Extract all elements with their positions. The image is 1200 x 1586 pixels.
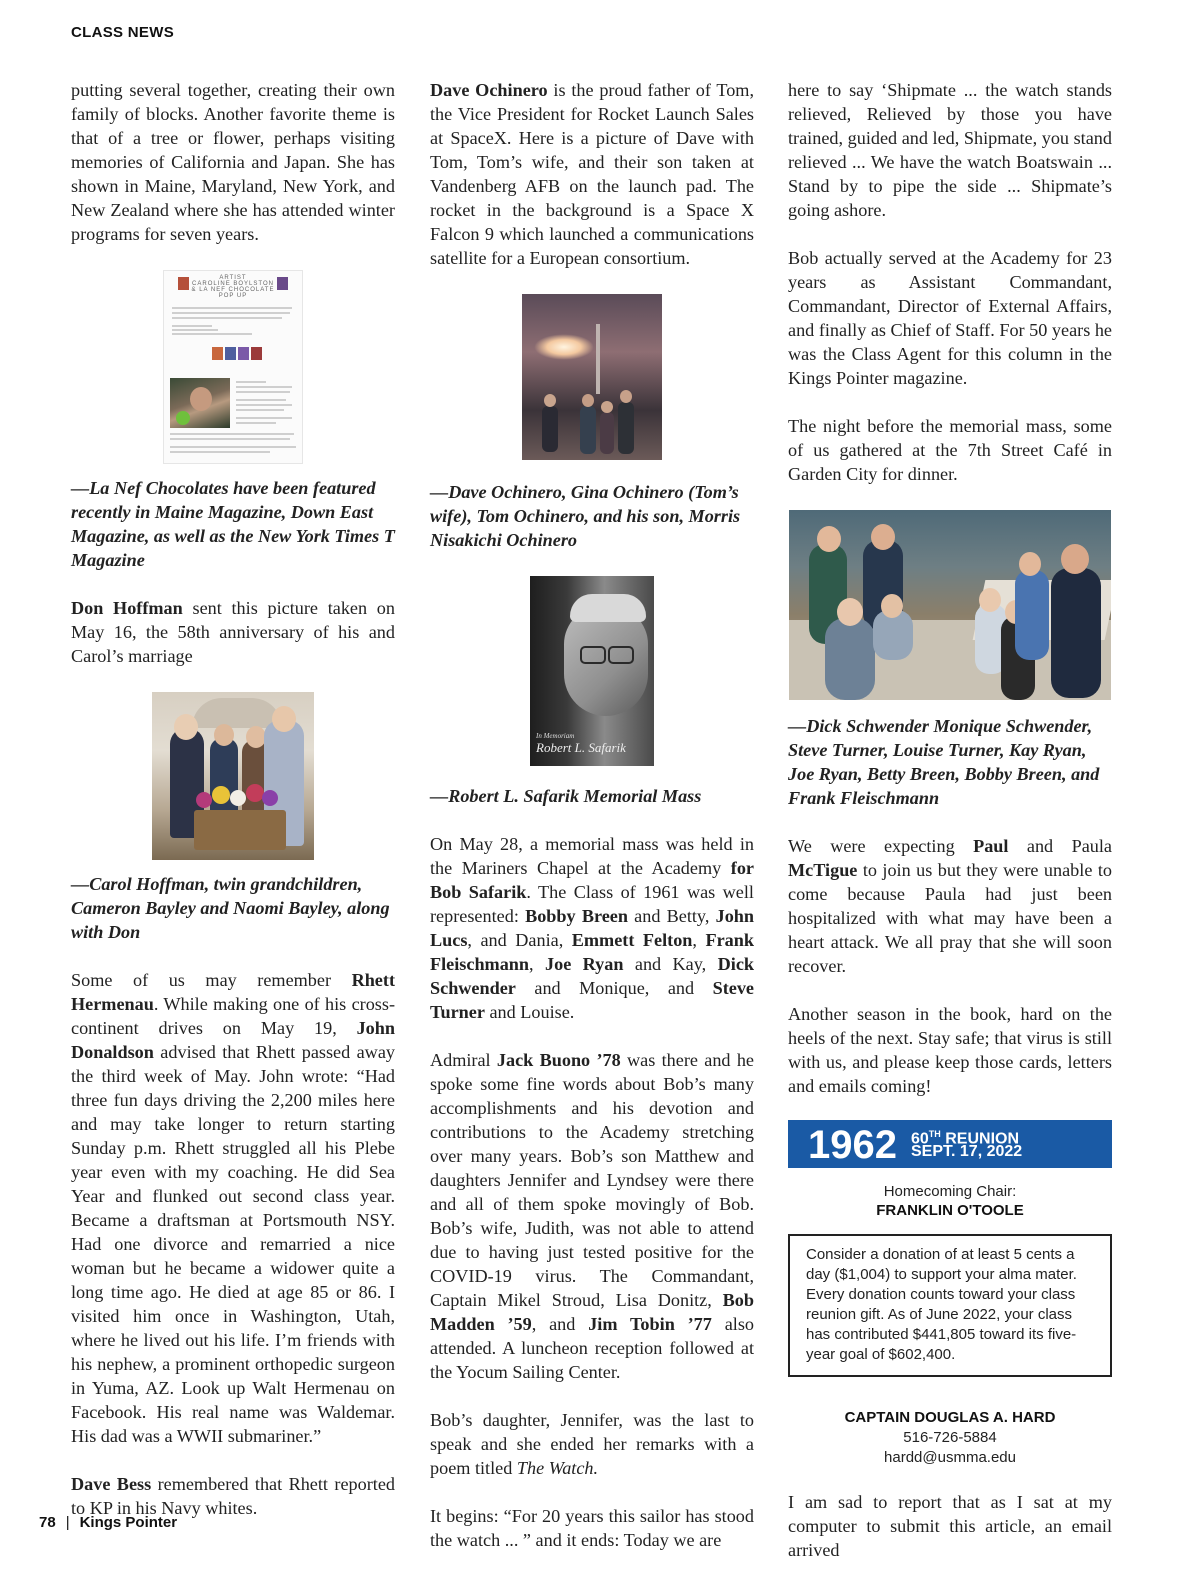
reunion-banner	[788, 1120, 1112, 1168]
page-footer	[39, 1514, 177, 1531]
column-2	[430, 78, 754, 1576]
person-name: McTigue	[788, 860, 858, 880]
photo-caption: —Dave Ochinero, Gina Ochinero (Tom’s wife), Tom Ochinero, and his son, Morris Nisakichi Ochinero	[430, 482, 741, 550]
reunion-date: SEPT. 17, 2022	[911, 1143, 1023, 1160]
flyer-heading-2: CAROLINE BOYLSTON	[192, 281, 274, 287]
paragraph: Bob’s daughter, Jennifer, was the last to speak and she ended her remarks with a poem titled The Watch.	[430, 1410, 754, 1478]
paragraph: Some of us may remember Rhett Hermenau. While making one of his cross-continent drives on May 19, John Donaldson advised that Rhett passed away the third week of May. John wrote: “Had three fun days driving the 2,200 miles here and may take longer to return starting Sunday p.m. Rhett struggled all his Plebe year even with my coaching. He did Sea Year and flunked out second class year. Became a draftsman at Portsmouth NSY. Had one divorce and remarried a nice woman but he became a widower quite a long time ago. He died at age 85 or 86. I visited him once in Washington, Utah, where he lived out his life. I’m friends with his nephew, a prominent orthopedic surgeon in Yuma, AZ. Look up Walt Hermenau on Facebook. His real name was Waldemar. His dad was a WWII submariner.”	[71, 970, 395, 1446]
person-name: for Bob Safarik	[430, 858, 754, 902]
person-name: Dick Schwender	[430, 954, 754, 998]
photo-caption: —Carol Hoffman, twin grandchildren, Cameron Bayley and Naomi Bayley, along with Don	[71, 874, 390, 942]
person-name: Rhett Hermenau	[71, 970, 395, 1014]
memorial-label: In Memoriam	[536, 732, 575, 740]
paragraph: I am sad to report that as I sat at my computer to submit this article, an email arrived	[788, 1492, 1112, 1560]
homecoming-chair-name: FRANKLIN O'TOOLE	[876, 1202, 1024, 1219]
paragraph: putting several together, creating their own family of blocks. Another favorite theme is that of a tree or flower, perhaps visiting memories of California and Japan. She has shown in Maine, Maryland, New York, and New Zealand where she has attended winter programs for seven years.	[71, 80, 395, 244]
homecoming-chair-label: Homecoming Chair:	[883, 1183, 1017, 1200]
paragraph: On May 28, a memorial mass was held in the Mariners Chapel at the Academy for Bob Safarik. The Class of 1961 was well represented: Bobby Breen and Betty, John Lucs, and Dania, Emmett Felton, Frank Fleischmann, Joe Ryan and Kay, Dick Schwender and Monique, and Steve Turner and Louise.	[430, 834, 755, 1022]
footer-separator: |	[65, 1514, 70, 1531]
person-name: Dave Bess	[71, 1474, 152, 1494]
launch-pad-photo	[522, 294, 662, 460]
paragraph: It begins: “For 20 years this sailor has stood the watch ... ” and it ends: Today we are	[430, 1506, 754, 1550]
person-name: Steve Turner	[430, 978, 754, 1022]
donation-box: Consider a donation of at least 5 cents a day ($1,004) to support your alma mater. Every donation counts toward your class reunion gift. As of June 2022, your class has contributed $441,805 toward its five-year goal of $602,400.	[788, 1234, 1112, 1377]
paragraph: Bob actually served at the Academy for 23 years as Assistant Commandant, Commandant, Director of External Affairs, and finally as Chief of Staff. For 50 years he was the Class Agent for this column in the Kings Pointer magazine.	[788, 248, 1112, 388]
person-name: Bob Madden ’59	[430, 1290, 754, 1334]
person-name: Bobby Breen	[525, 906, 628, 926]
person-name: Dave Ochinero	[430, 80, 548, 100]
person-name: Frank Fleischmann	[430, 930, 755, 974]
person-name: Paul	[973, 836, 1009, 856]
flyer-heading-3: & LA NEF CHOCOLATE	[191, 287, 275, 293]
person-name: John Donaldson	[71, 1018, 395, 1062]
artist-portrait	[170, 378, 230, 428]
person-name: Joe Ryan	[545, 954, 624, 974]
photo-caption: —La Nef Chocolates have been featured recently in Maine Magazine, Down East Magazine, as well as the New York Times T Magazine	[71, 478, 395, 570]
reunion-anniversary: 60TH REUNION	[911, 1129, 1020, 1148]
person-name: Jack Buono ’78	[496, 1050, 621, 1070]
class-agent-phone: 516-726-5884	[903, 1429, 997, 1446]
paragraph: Dave Ochinero is the proud father of Tom, the Vice President for Rocket Launch Sales at SpaceX. Here is a picture of Dave with Tom, Tom’s wife, and their son taken at Vandenberg AFB on the launch pad. The rocket in the background is a Space X Falcon 9 which launched a communications satellite for a European consortium.	[430, 80, 754, 268]
person-name: Don Hoffman	[71, 598, 183, 618]
photo-caption: —Robert L. Safarik Memorial Mass	[430, 786, 702, 806]
publication-name: Kings Pointer	[79, 1514, 178, 1531]
paragraph: We were expecting Paul and Paula McTigue to join us but they were unable to come because Paula had just been hospitalized with what may have been a heart attack. We all pray that she will soon recover.	[788, 836, 1112, 976]
poem-title: The Watch.	[516, 1458, 599, 1478]
paragraph: Admiral Jack Buono ’78 was there and he spoke some fine words about Bob’s many accomplishments and his devotion and contributions to the Academy stretching over many years. Bob’s son Matthew and daughters Jennifer and Lyndsey were there and all of them spoke movingly of Bob. Bob’s wife, Judith, was not able to attend due to having just tested positive for the COVID-19 virus. The Commandant, Captain Mikel Stroud, Lisa Donitz, Bob Madden ’59, and Jim Tobin ’77 also attended. A luncheon reception followed at the Yocum Sailing Center.	[430, 1050, 754, 1382]
hoffman-family-photo	[152, 692, 314, 860]
memorial-portrait	[530, 576, 654, 766]
class-agent-name: CAPTAIN DOUGLAS A. HARD	[844, 1409, 1056, 1426]
flyer-heading-1: ARTIST	[219, 275, 247, 281]
person-name: Emmett Felton	[571, 930, 693, 950]
flyer-image	[163, 270, 303, 464]
reunion-year: 1962	[808, 1123, 897, 1167]
page-number: 78	[39, 1514, 56, 1531]
dinner-group-photo	[789, 510, 1111, 700]
paragraph: Another season in the book, hard on the heels of the next. Stay safe; that virus is still with us, and please keep those cards, letters and emails coming!	[788, 1004, 1112, 1096]
class-agent-email[interactable]: hardd@usmma.edu	[884, 1449, 1016, 1466]
paragraph: The night before the memorial mass, some of us gathered at the 7th Street Café in Garden City for dinner.	[788, 416, 1112, 484]
memorial-name: Robert L. Safarik	[536, 740, 626, 755]
column-1	[71, 78, 395, 1544]
person-name: John Lucs	[430, 906, 755, 950]
column-3	[788, 78, 1112, 1586]
section-title: CLASS NEWS	[71, 24, 175, 41]
person-name: Jim Tobin ’77	[588, 1314, 712, 1334]
flyer-heading-4: POP UP	[218, 293, 248, 299]
paragraph: here to say ‘Shipmate ... the watch stands relieved, Relieved by those you have trained, guided and led, Shipmate, you stand relieved ... We have the watch Boatswain ... Stand by to pipe the side ... Shipmate’s going ashore.	[788, 80, 1112, 220]
paragraph: Don Hoffman sent this picture taken on May 16, the 58th anniversary of his and Carol’s marriage	[71, 598, 395, 666]
paragraph: Dave Bess remembered that Rhett reported to KP in his Navy whites.	[71, 1474, 395, 1518]
photo-caption: —Dick Schwender Monique Schwender, Steve Turner, Louise Turner, Kay Ryan, Joe Ryan, Betty Breen, Bobby Breen, and Frank Fleischmann	[788, 716, 1100, 808]
